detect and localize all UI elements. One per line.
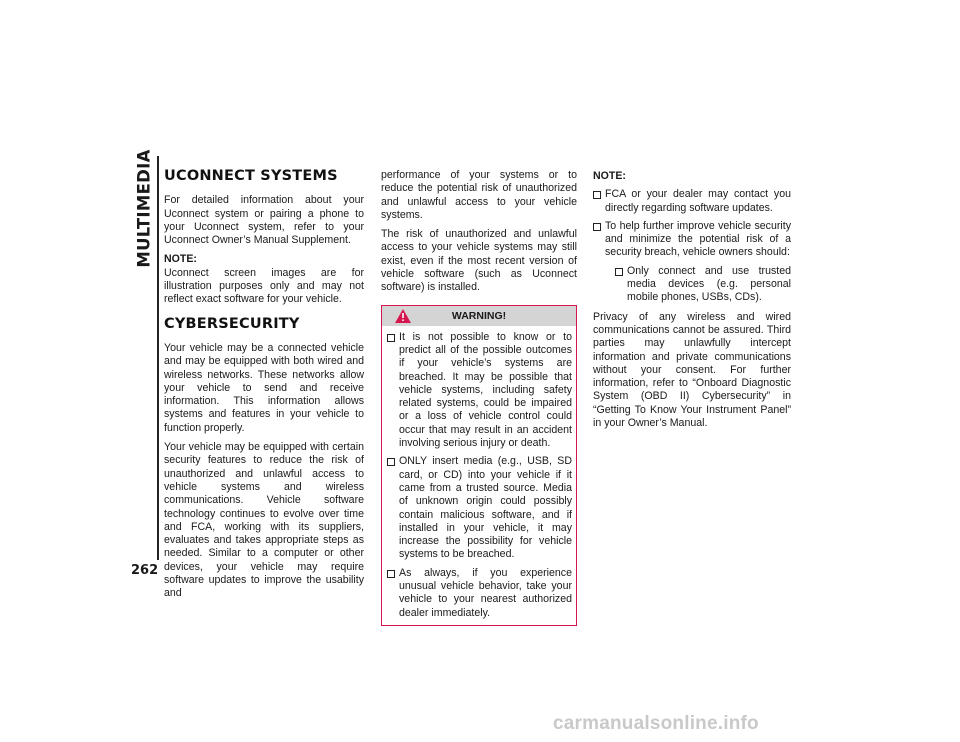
warning-title: WARNING! [451, 309, 507, 322]
section-divider [157, 156, 159, 560]
warning-item: ONLY insert media (e.g., USB, SD card, or CD) into your vehicle if it came from a trusted source. Media of unknown origin could possibly contain malicious software, and if installed in your vehicle, it may increase the possibility for vehicle systems to be breached. [387, 455, 572, 561]
cybersecurity-paragraph-1: Your vehicle may be a connected vehicle and may be equipped with both wired and wireless networks. These networks allow your vehicle to send and receive information. This information allows systems and features in your vehicle to function properly. [164, 341, 364, 434]
checkbox-bullet-icon [387, 570, 395, 578]
column-2 [381, 169, 577, 626]
uconnect-paragraph: For detailed information about your Uconnect system or pairing a phone to your Uconnect system, refer to your Uconnect Owner’s Manual Supplement. [164, 194, 364, 247]
checkbox-bullet-icon [387, 458, 395, 466]
risk-paragraph: The risk of unauthorized and unlawful access to your vehicle systems may still exist, even if the most recent version of vehicle software (such as Uconnect software) is installed. [381, 228, 577, 294]
page-number: 262 [131, 563, 159, 578]
heading-uconnect-systems: UCONNECT SYSTEMS [164, 168, 338, 184]
continued-paragraph: performance of your systems or to reduce the potential risk of unauthorized and unlawful access to your vehicle systems. [381, 169, 577, 221]
section-tab [133, 148, 155, 268]
warning-box [381, 305, 577, 626]
warning-item: It is not possible to know or to predict all of the possible outcomes if your vehicle’s systems are breached. It may be possible that vehicle systems, including safety related systems, could be impaired or a loss of vehicle control could occur that may result in an accident involving serious injury or death. [387, 331, 572, 451]
checkbox-bullet-icon [593, 191, 601, 199]
note-label: NOTE: [593, 170, 626, 182]
checkbox-bullet-icon [615, 268, 623, 276]
warning-triangle-icon [395, 309, 411, 323]
privacy-paragraph: Privacy of any wireless and wired communications cannot be assured. Third parties may unlawfully intercept information and private communications without your consent. For further information, refer to “Onboard Diagnostic System (OBD II) Cybersecurity” in “Getting To Know Your Instrument Panel” in your Owner’s Manual. [593, 310, 791, 430]
section-tab-label: MULTIMEDIA [134, 148, 154, 268]
checkbox-bullet-icon [387, 334, 395, 342]
warning-header [382, 306, 576, 326]
heading-cybersecurity: CYBERSECURITY [164, 315, 300, 332]
cybersecurity-paragraph-2: Your vehicle may be equipped with certain security features to reduce the risk of unauthorized and unlawful access to vehicle systems and wireless communications. Vehicle software technology continues to evolve over time and FCA, working with its suppliers, evaluates and takes appropriate steps as needed. Similar to a computer or other devices, your vehicle may require software updates to improve the usability and [164, 441, 364, 600]
note-bullet: To help further improve vehicle security and minimize the potential risk of a security breach, vehicle owners should: [593, 220, 791, 260]
note-bullet: FCA or your dealer may contact you directly regarding software updates. [593, 188, 791, 215]
watermark: carmanualsonline.info [553, 713, 759, 734]
note-sub-bullet: Only connect and use trusted media devices (e.g. personal mobile phones, USBs, CDs). [615, 265, 791, 305]
note-label: NOTE: [164, 253, 197, 266]
column-1 [164, 170, 364, 607]
note-text: Uconnect screen images are for illustration purposes only and may not reflect exact software for your vehicle. [164, 266, 364, 306]
warning-item: As always, if you experience unusual vehicle behavior, take your vehicle to your nearest authorized dealer immediately. [387, 567, 572, 620]
checkbox-bullet-icon [593, 223, 601, 231]
column-3 [593, 170, 791, 436]
